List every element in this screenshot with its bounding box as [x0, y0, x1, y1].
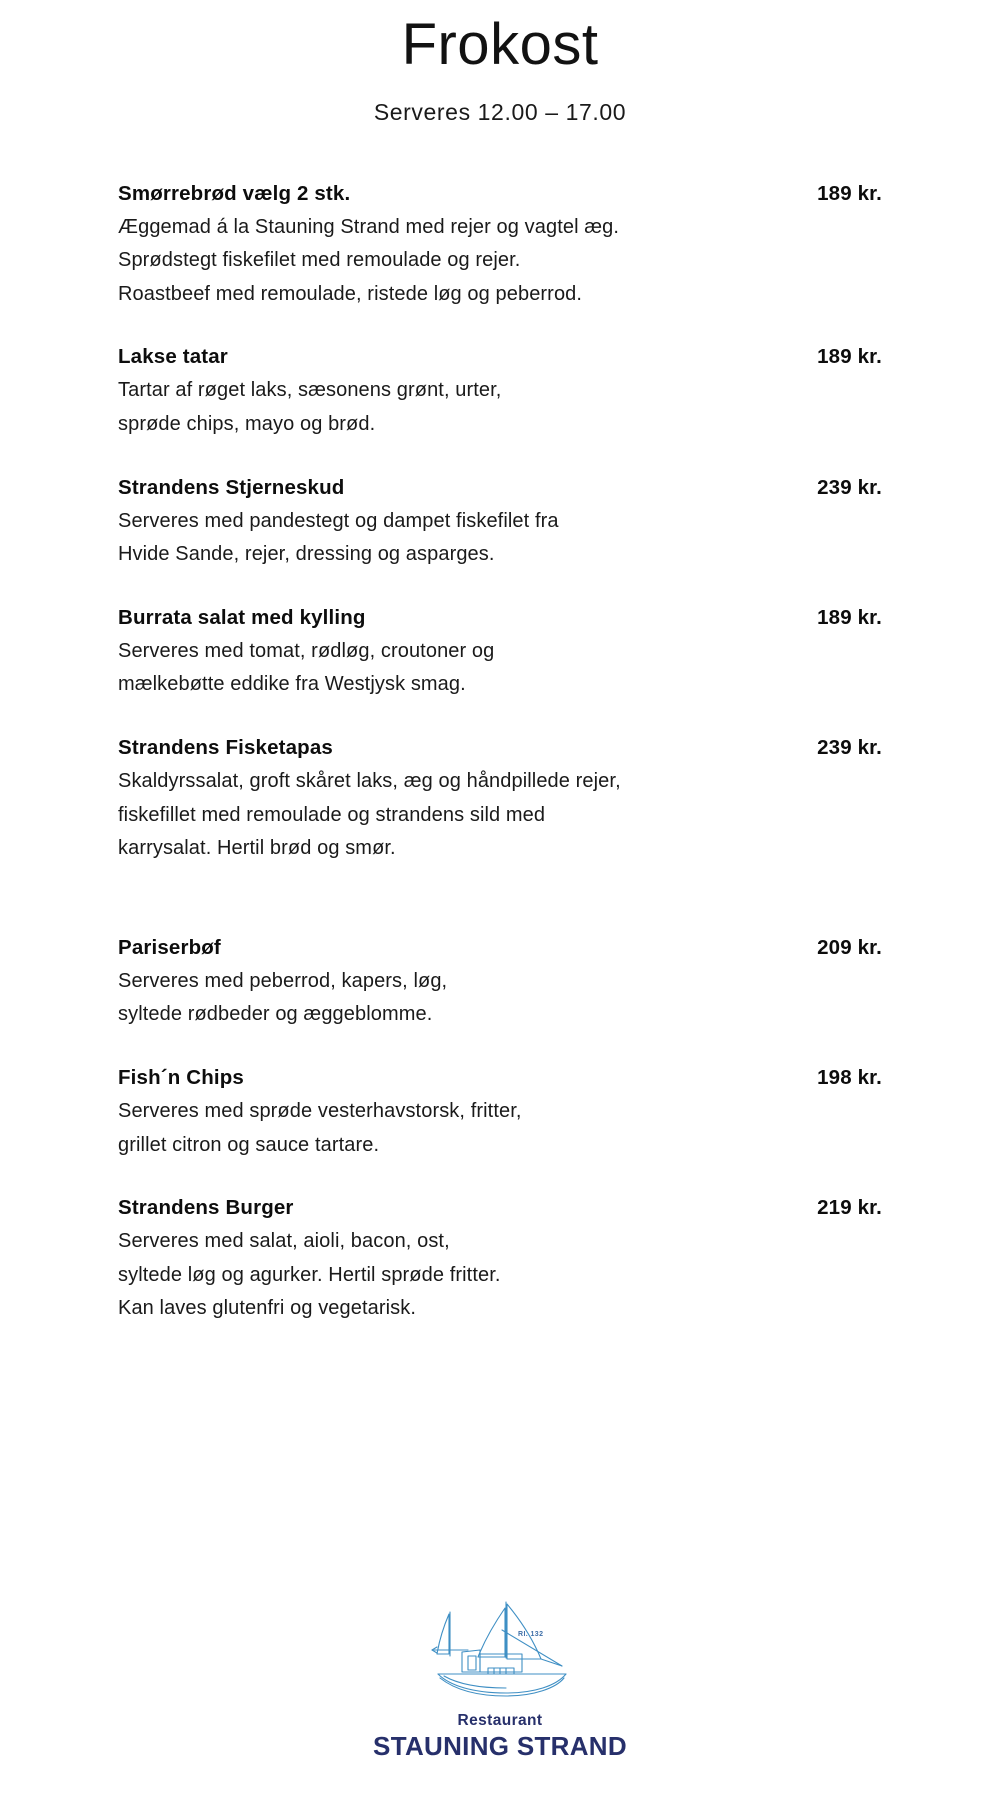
menu-item-price: 209 kr.: [817, 935, 882, 959]
menu-item-header: [118, 345, 882, 369]
menu-item-description: [118, 765, 882, 866]
restaurant-logo: [0, 1590, 1000, 1762]
menu-item-price: 239 kr.: [817, 475, 882, 499]
logo-restaurant-name: STAUNING STRAND: [373, 1731, 627, 1761]
menu-item-price: 239 kr.: [817, 735, 882, 759]
menu-item-name: Strandens Fisketapas: [118, 735, 333, 759]
menu-item-description-line: Kan laves glutenfri og vegetarisk.: [118, 1297, 417, 1320]
menu-item-price: 198 kr.: [817, 1065, 882, 1089]
menu-item-header: [118, 1066, 882, 1090]
menu-item: [118, 736, 882, 866]
menu-item-description-line: karrysalat. Hertil brød og smør.: [118, 837, 396, 860]
menu-item-description: [118, 635, 882, 702]
menu-item-name: Lakse tatar: [118, 345, 228, 369]
menu-item-description-line: Tartar af røget laks, sæsonens grønt, urter,: [118, 379, 502, 402]
menu-items-list: [0, 182, 1000, 1326]
menu-item-description-line: Roastbeef med remoulade, ristede løg og peberrod.: [118, 282, 583, 305]
menu-item-description-line: Hvide Sande, rejer, dressing og asparges.: [118, 543, 495, 566]
menu-item: [118, 476, 882, 572]
menu-item: [118, 182, 882, 312]
sail-marking: RI. 132: [518, 1631, 544, 1638]
menu-item: [118, 345, 882, 441]
menu-item-description: [118, 374, 882, 441]
menu-item-description-line: grillet citron og sauce tartare.: [118, 1133, 380, 1156]
menu-item-header: [118, 606, 882, 630]
menu-item-header: [118, 736, 882, 760]
menu-item-description-line: Serveres med peberrod, kapers, løg,: [118, 969, 448, 992]
menu-item: [118, 1066, 882, 1162]
menu-item-price: 219 kr.: [817, 1196, 882, 1220]
menu-item-price: 189 kr.: [817, 605, 882, 629]
menu-item-description: [118, 1225, 882, 1326]
menu-item-name: Strandens Burger: [118, 1196, 294, 1220]
serving-hours: Serveres 12.00 – 17.00: [373, 98, 627, 125]
menu-item-description: [118, 965, 882, 1032]
menu-item-description-line: sprøde chips, mayo og brød.: [118, 413, 376, 435]
menu-item-description-line: Serveres med tomat, rødløg, croutoner og: [118, 639, 495, 662]
menu-item-description: [118, 211, 882, 312]
menu-item: [118, 1196, 882, 1326]
menu-item-price: 189 kr.: [817, 345, 882, 369]
menu-item-name: Burrata salat med kylling: [118, 605, 366, 629]
page-title: Frokost: [401, 12, 599, 77]
menu-item-description-line: syltede løg og agurker. Hertil sprøde fritter.: [118, 1263, 501, 1286]
menu-item-name: Fish´n Chips: [118, 1065, 244, 1089]
menu-item-description-line: Serveres med sprøde vesterhavstorsk, fritter,: [118, 1099, 522, 1122]
menu-item-description-line: syltede rødbeder og æggeblomme.: [118, 1003, 433, 1026]
logo-restaurant-label: Restaurant: [457, 1712, 543, 1729]
menu-item-price: 189 kr.: [817, 181, 882, 205]
menu-item-description: [118, 505, 882, 572]
menu-item-name: Smørrebrød vælg 2 stk.: [118, 181, 351, 205]
menu-header: [0, 0, 1000, 126]
menu-item: [118, 936, 882, 1032]
menu-item-description-line: Serveres med pandestegt og dampet fiskefilet fra: [118, 509, 559, 532]
menu-item-header: [118, 182, 882, 206]
menu-item-header: [118, 936, 882, 960]
menu-item: [118, 606, 882, 702]
menu-item-description-line: Æggemad á la Stauning Strand med rejer og vagtel æg.: [118, 215, 620, 238]
menu-item-header: [118, 476, 882, 500]
menu-item-description-line: Serveres med salat, aioli, bacon, ost,: [118, 1230, 450, 1253]
menu-item-name: Strandens Stjerneskud: [118, 475, 345, 499]
sailboat-icon: [410, 1590, 590, 1710]
menu-item-description: [118, 1095, 882, 1162]
menu-item-header: [118, 1196, 882, 1220]
menu-item-name: Pariserbøf: [118, 935, 221, 959]
menu-item-description-line: Skaldyrssalat, groft skåret laks, æg og håndpillede rejer,: [118, 769, 621, 792]
menu-item-description-line: mælkebøtte eddike fra Westjysk smag.: [118, 673, 466, 696]
menu-item-description-line: fiskefillet med remoulade og strandens sild med: [118, 803, 546, 826]
menu-item-description-line: Sprødstegt fiskefilet med remoulade og rejer.: [118, 249, 521, 272]
